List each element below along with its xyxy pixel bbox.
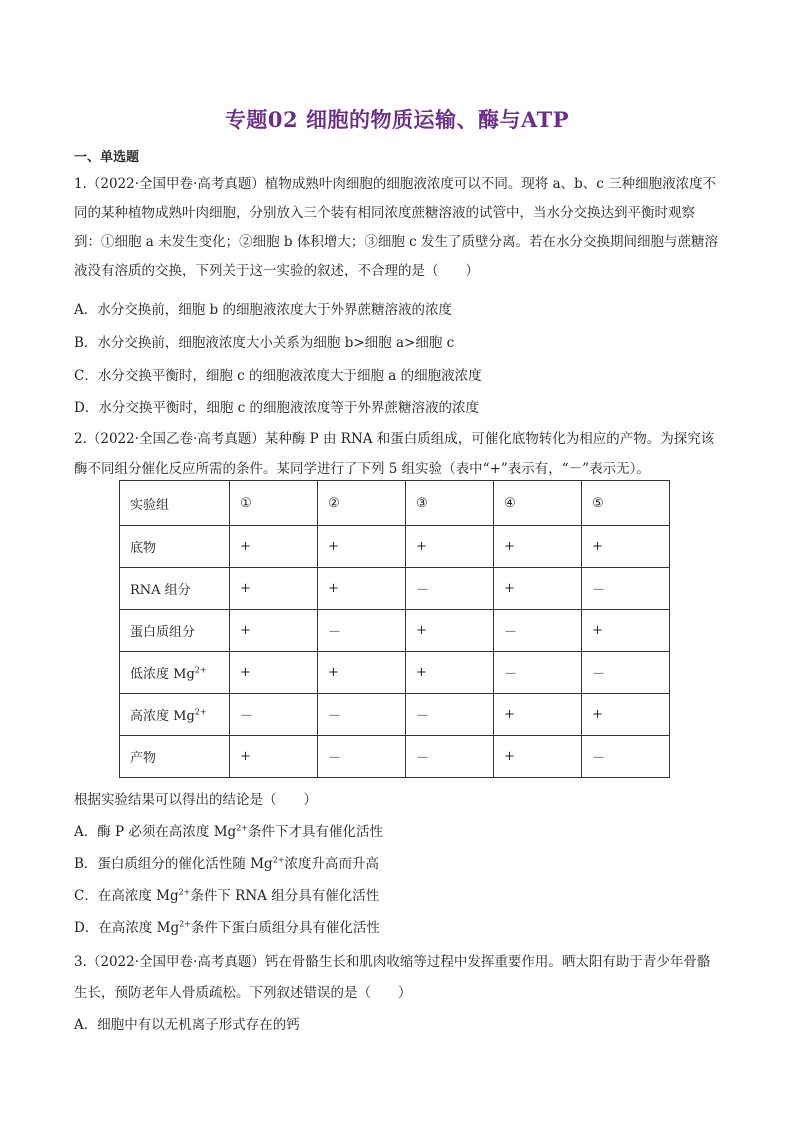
table-row bbox=[120, 694, 670, 736]
table-cell: － bbox=[494, 610, 582, 652]
table-cell: + bbox=[230, 610, 318, 652]
q1-option-b: B．水分交换前，细胞液浓度大小关系为细胞 b>细胞 a>细胞 c bbox=[74, 335, 455, 351]
table-cell: + bbox=[582, 526, 670, 568]
q2-question: 根据实验结果可以得出的结论是（ ） bbox=[74, 792, 317, 808]
row-label-text: 高浓度 Mg bbox=[130, 709, 195, 724]
table-cell: + bbox=[582, 610, 670, 652]
q1-stem-line: 1.（2022·全国甲卷·高考真题）植物成熟叶肉细胞的细胞液浓度可以不同。现将 a、b、c 三种细胞液浓度不 bbox=[74, 176, 717, 192]
table-cell: － bbox=[230, 694, 318, 736]
superscript: 2+ bbox=[272, 855, 285, 865]
table-cell: + bbox=[494, 694, 582, 736]
q2-option-c-text: 条件下 RNA 组分具有催化活性 bbox=[190, 888, 380, 904]
table-row-label bbox=[120, 652, 230, 694]
q3-stem-line: 3.（2022·全国甲卷·高考真题）钙在骨骼生长和肌肉收缩等过程中发挥重要作用。晒太阳有助于青少年骨骼 bbox=[74, 954, 711, 970]
row-label-text: 低浓度 Mg bbox=[130, 667, 195, 682]
table-row bbox=[120, 652, 670, 694]
superscript: 2+ bbox=[236, 823, 248, 833]
table-row-label bbox=[120, 526, 230, 568]
table-cell: － bbox=[406, 736, 494, 778]
q2-option-d-text: 条件下蛋白质组分具有催化活性 bbox=[190, 920, 380, 936]
table-row bbox=[120, 526, 670, 568]
q2-option-a-text: 条件下才具有催化活性 bbox=[247, 824, 383, 840]
table-row-label bbox=[120, 736, 230, 778]
table-cell: + bbox=[406, 652, 494, 694]
q2-option-b bbox=[74, 852, 379, 872]
table-row-label bbox=[120, 568, 230, 610]
table-header-row bbox=[120, 481, 670, 526]
table-cell: + bbox=[318, 568, 406, 610]
table-header-cell: ③ bbox=[406, 481, 494, 526]
table-cell: － bbox=[406, 694, 494, 736]
table-row bbox=[120, 736, 670, 778]
superscript: 2+ bbox=[178, 887, 191, 897]
q3-option-a: A．细胞中有以无机离子形式存在的钙 bbox=[74, 1017, 300, 1033]
table-cell: + bbox=[230, 652, 318, 694]
table-header-cell: 实验组 bbox=[120, 481, 230, 526]
row-label-text: 底物 bbox=[130, 541, 157, 556]
table-cell: + bbox=[406, 526, 494, 568]
q1-option-a: A．水分交换前，细胞 b 的细胞液浓度大于外界蔗糖溶液的浓度 bbox=[74, 302, 452, 318]
q1-stem-line: 同的某种植物成熟叶肉细胞，分别放入三个装有相同浓度蔗糖溶液的试管中，当水分交换达到平衡时观察 bbox=[74, 205, 695, 221]
table-row-label bbox=[120, 694, 230, 736]
table-cell: + bbox=[406, 610, 494, 652]
table-cell: － bbox=[318, 736, 406, 778]
table-cell: － bbox=[318, 694, 406, 736]
row-label-text: 产物 bbox=[130, 751, 157, 766]
table-row bbox=[120, 610, 670, 652]
table-cell: － bbox=[318, 610, 406, 652]
table-row bbox=[120, 568, 670, 610]
section-heading: 一、单选题 bbox=[74, 150, 140, 165]
q2-option-b-text: B．蛋白质组分的催化活性随 Mg bbox=[74, 856, 273, 872]
row-label-text: 蛋白质组分 bbox=[130, 625, 196, 640]
q1-stem-line: 到：①细胞 a 未发生变化；②细胞 b 体积增大；③细胞 c 发生了质壁分离。若在水分交换期间细胞与蔗糖溶 bbox=[74, 234, 718, 250]
table-header-cell: ④ bbox=[494, 481, 582, 526]
table-cell: + bbox=[494, 736, 582, 778]
table-cell: + bbox=[494, 568, 582, 610]
q2-option-c-text: C．在高浓度 Mg bbox=[74, 888, 179, 904]
superscript: 2+ bbox=[194, 707, 207, 717]
q1-stem-line: 液没有溶质的交换，下列关于这一实验的叙述，不合理的是（ ） bbox=[74, 263, 479, 279]
row-label-text: RNA 组分 bbox=[130, 583, 191, 598]
table-cell: + bbox=[494, 526, 582, 568]
table-cell: － bbox=[494, 652, 582, 694]
table-cell: － bbox=[582, 652, 670, 694]
q3-stem-line: 生长，预防老年人骨质疏松。下列叙述错误的是（ ） bbox=[74, 985, 412, 1001]
table-cell: － bbox=[582, 736, 670, 778]
q2-option-d-text: D．在高浓度 Mg bbox=[74, 920, 180, 936]
q2-stem-line: 酶不同组分催化反应所需的条件。某同学进行了下列 5 组实验（表中“+”表示有，“－”表示无）。 bbox=[74, 461, 650, 477]
table-row-label bbox=[120, 610, 230, 652]
table-cell: － bbox=[582, 568, 670, 610]
superscript: 2+ bbox=[179, 919, 191, 929]
q2-option-d bbox=[74, 916, 380, 936]
experiment-table bbox=[119, 480, 670, 778]
table-header-cell: ① bbox=[230, 481, 318, 526]
table-header-cell: ⑤ bbox=[582, 481, 670, 526]
q1-option-c: C．水分交换平衡时，细胞 c 的细胞液浓度大于细胞 a 的细胞液浓度 bbox=[74, 368, 482, 384]
table-cell: + bbox=[230, 526, 318, 568]
page-title: 专题02 细胞的物质运输、酶与ATP bbox=[224, 107, 570, 132]
table-cell: － bbox=[406, 568, 494, 610]
table-cell: + bbox=[582, 694, 670, 736]
table-header-cell: ② bbox=[318, 481, 406, 526]
q2-option-c bbox=[74, 884, 379, 904]
table-cell: + bbox=[230, 568, 318, 610]
superscript: 2+ bbox=[194, 665, 207, 675]
q2-option-b-text: 浓度升高而升高 bbox=[284, 856, 379, 872]
q1-option-d: D．水分交换平衡时，细胞 c 的细胞液浓度等于外界蔗糖溶液的浓度 bbox=[74, 400, 479, 416]
q2-option-a-text: A．酶 P 必须在高浓度 Mg bbox=[74, 824, 237, 840]
table-cell: + bbox=[230, 736, 318, 778]
table-cell: + bbox=[318, 652, 406, 694]
q2-option-a bbox=[74, 820, 383, 840]
table-cell: + bbox=[318, 526, 406, 568]
q2-stem-line: 2.（2022·全国乙卷·高考真题）某种酶 P 由 RNA 和蛋白质组成，可催化底物转化为相应的产物。为探究该 bbox=[74, 431, 715, 447]
